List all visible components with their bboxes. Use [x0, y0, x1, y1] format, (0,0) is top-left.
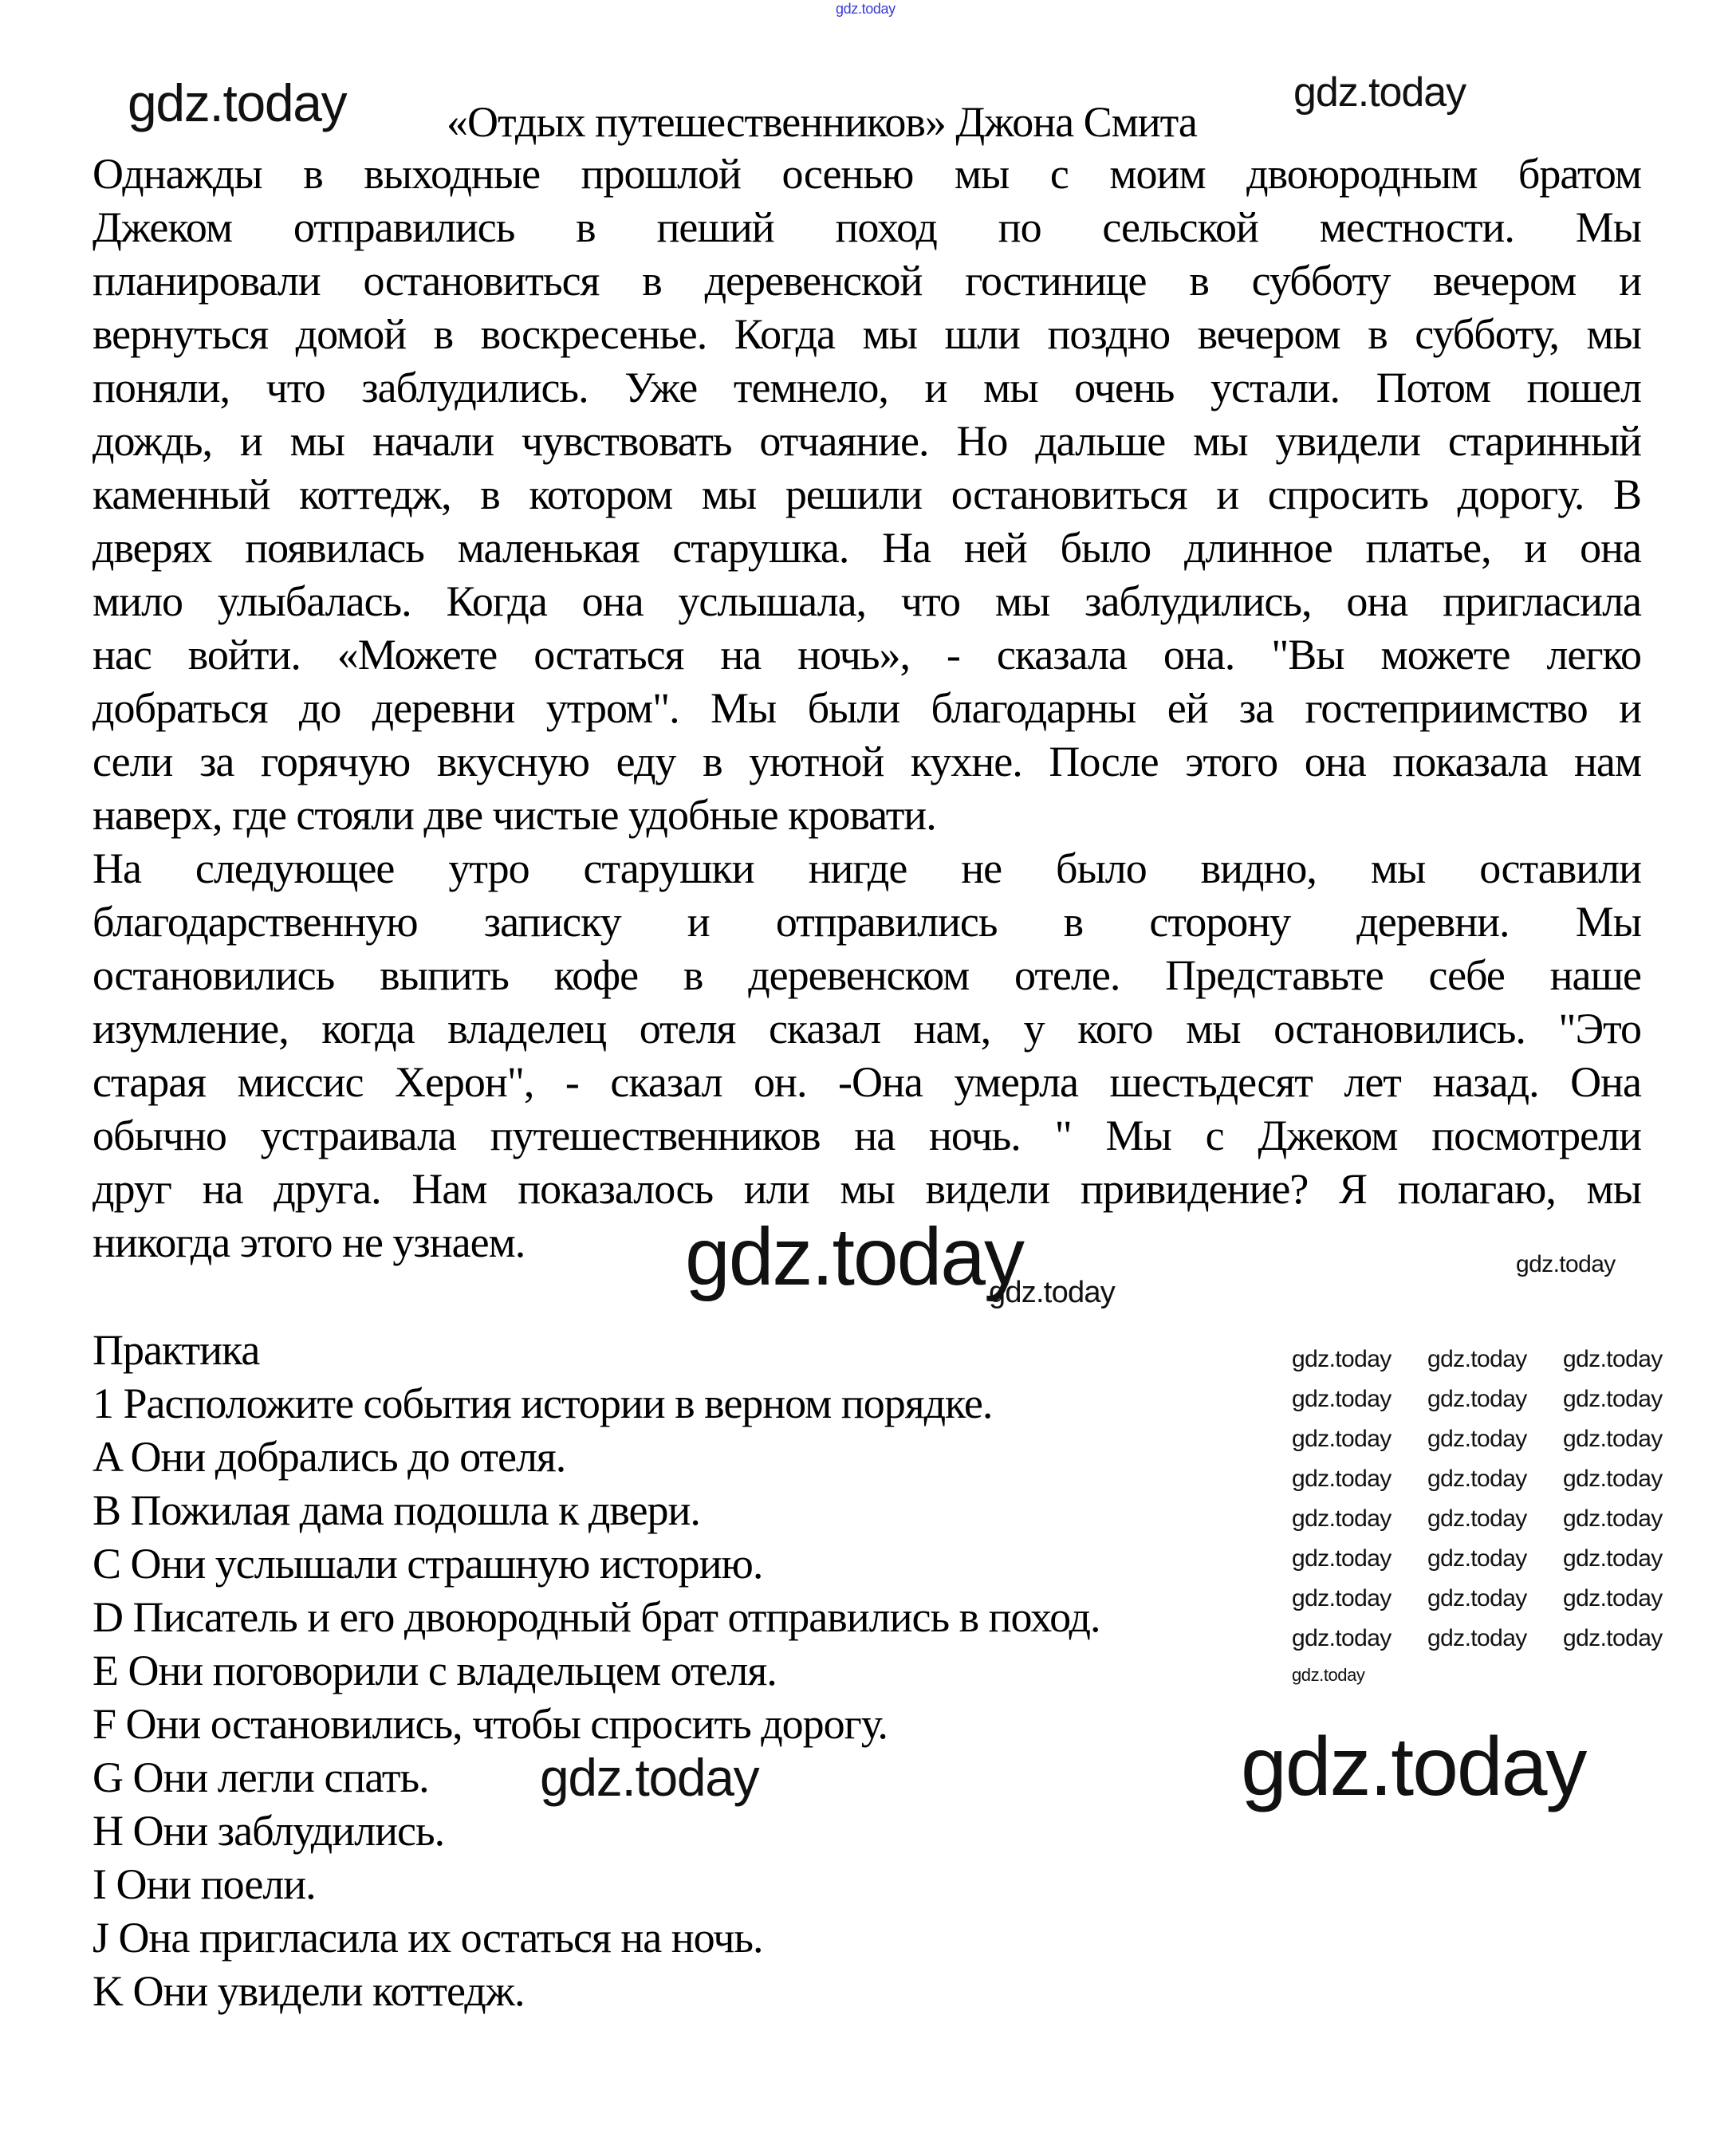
- event-item: K Они увидели коттедж.: [93, 1967, 525, 2015]
- watermark: gdz.today: [1516, 1251, 1616, 1277]
- event-item: C Они услышали страшную историю.: [93, 1540, 763, 1588]
- watermark: gdz.today: [1427, 1466, 1527, 1492]
- event-item: D Писатель и его двоюродный брат отправились в поход.: [93, 1593, 1100, 1641]
- watermark: gdz.today: [1563, 1545, 1663, 1572]
- watermark: gdz.today: [1563, 1625, 1663, 1651]
- text-line: вернуться домой в воскресенье. Когда мы шли поздно вечером в субботу, мы: [93, 310, 1641, 358]
- event-item: H Они заблудились.: [93, 1807, 445, 1855]
- watermark: gdz.today: [1563, 1466, 1663, 1492]
- watermark: gdz.today: [1292, 1585, 1392, 1612]
- watermark: gdz.today: [1292, 1466, 1392, 1492]
- story-body: [93, 148, 1641, 1269]
- event-item: F Они остановились, чтобы спросить дорогу.: [93, 1700, 888, 1748]
- text-line: старая миссис Херон", - сказал он. -Она умерла шестьдесят лет назад. Она: [93, 1058, 1641, 1106]
- watermark: gdz.today: [1292, 1505, 1392, 1532]
- watermark: gdz.today: [540, 1748, 759, 1807]
- text-line: благодарственную записку и отправились в сторону деревни. Мы: [93, 898, 1641, 946]
- text-line: сели за горячую вкусную еду в уютной кухне. После этого она показала нам: [93, 738, 1641, 785]
- watermark: gdz.today: [836, 1, 896, 17]
- watermark: gdz.today: [1292, 1386, 1392, 1412]
- watermark: gdz.today: [1427, 1585, 1527, 1612]
- watermark: gdz.today: [1292, 1346, 1392, 1372]
- watermark: gdz.today: [1292, 1665, 1365, 1685]
- watermark: gdz.today: [1563, 1585, 1663, 1612]
- text-line: нас войти. «Можете остаться на ночь», - сказала она. "Вы можете легко: [93, 631, 1641, 679]
- text-line: изумление, когда владелец отеля сказал нам, у кого мы остановились. "Это: [93, 1005, 1641, 1053]
- watermark: gdz.today: [1241, 1721, 1586, 1813]
- watermark: gdz.today: [1563, 1505, 1663, 1532]
- paragraph-2: [93, 842, 1641, 1269]
- event-item: I Они поели.: [93, 1860, 316, 1908]
- watermark: gdz.today: [1427, 1346, 1527, 1372]
- text-line: дверях появилась маленькая старушка. На ней было длинное платье, и она: [93, 524, 1641, 572]
- event-item: G Они легли спать.: [93, 1753, 429, 1801]
- watermark: gdz.today: [1292, 1426, 1392, 1452]
- watermark: gdz.today: [685, 1211, 1023, 1302]
- watermark: gdz.today: [1427, 1426, 1527, 1452]
- watermark: gdz.today: [1563, 1346, 1663, 1372]
- text-line: остановились выпить кофе в деревенском отеле. Представьте себе наше: [93, 951, 1641, 999]
- paragraph-1: [93, 148, 1641, 842]
- text-line: дождь, и мы начали чувствовать отчаяние. Но дальше мы увидели старинный: [93, 417, 1641, 465]
- event-item: A Они добрались до отеля.: [93, 1433, 566, 1481]
- text-line: каменный коттедж, в котором мы решили остановиться и спросить дорогу. В: [93, 470, 1641, 518]
- watermark: gdz.today: [1427, 1386, 1527, 1412]
- text-line: наверх, где стояли две чистые удобные кровати.: [93, 791, 936, 839]
- text-line: На следующее утро старушки нигде не было видно, мы оставили: [93, 844, 1641, 892]
- practice-heading: Практика: [93, 1326, 260, 1374]
- event-item: J Она пригласила их остаться на ночь.: [93, 1914, 763, 1962]
- watermark: gdz.today: [1427, 1625, 1527, 1651]
- watermark: gdz.today: [1292, 1545, 1392, 1572]
- watermark: gdz.today: [1563, 1386, 1663, 1412]
- practice-section: [93, 1324, 1100, 2018]
- watermark: gdz.today: [1563, 1426, 1663, 1452]
- event-item: E Они поговорили с владельцем отеля.: [93, 1647, 777, 1694]
- text-line: Джеком отправились в пеший поход по сельской местности. Мы: [93, 203, 1641, 251]
- text-line: поняли, что заблудились. Уже темнело, и мы очень устали. Потом пошел: [93, 364, 1641, 411]
- text-line: добраться до деревни утром". Мы были благодарны ей за гостеприимство и: [93, 684, 1641, 732]
- watermark: gdz.today: [128, 73, 347, 132]
- watermark: gdz.today: [1427, 1545, 1527, 1572]
- watermark: gdz.today: [1293, 69, 1466, 116]
- watermark: gdz.today: [1292, 1625, 1392, 1651]
- text-line: друг на друга. Нам показалось или мы видели привидение? Я полагаю, мы: [93, 1165, 1641, 1213]
- event-item: B Пожилая дама подошла к двери.: [93, 1486, 700, 1534]
- text-line: никогда этого не узнаем.: [93, 1218, 526, 1266]
- watermark: gdz.today: [989, 1276, 1115, 1309]
- watermark: gdz.today: [1427, 1505, 1527, 1532]
- text-line: Однажды в выходные прошлой осенью мы с моим двоюродным братом: [93, 150, 1641, 198]
- text-line: мило улыбалась. Когда она услышала, что мы заблудились, она пригласила: [93, 577, 1641, 625]
- text-line: планировали остановиться в деревенской гостинице в субботу вечером и: [93, 257, 1641, 305]
- text-line: обычно устраивала путешественников на ночь. " Мы с Джеком посмотрели: [93, 1112, 1641, 1159]
- story-title: «Отдых путешественников» Джона Смита: [447, 98, 1197, 146]
- task-instruction: 1 Расположите события истории в верном порядке.: [93, 1379, 993, 1427]
